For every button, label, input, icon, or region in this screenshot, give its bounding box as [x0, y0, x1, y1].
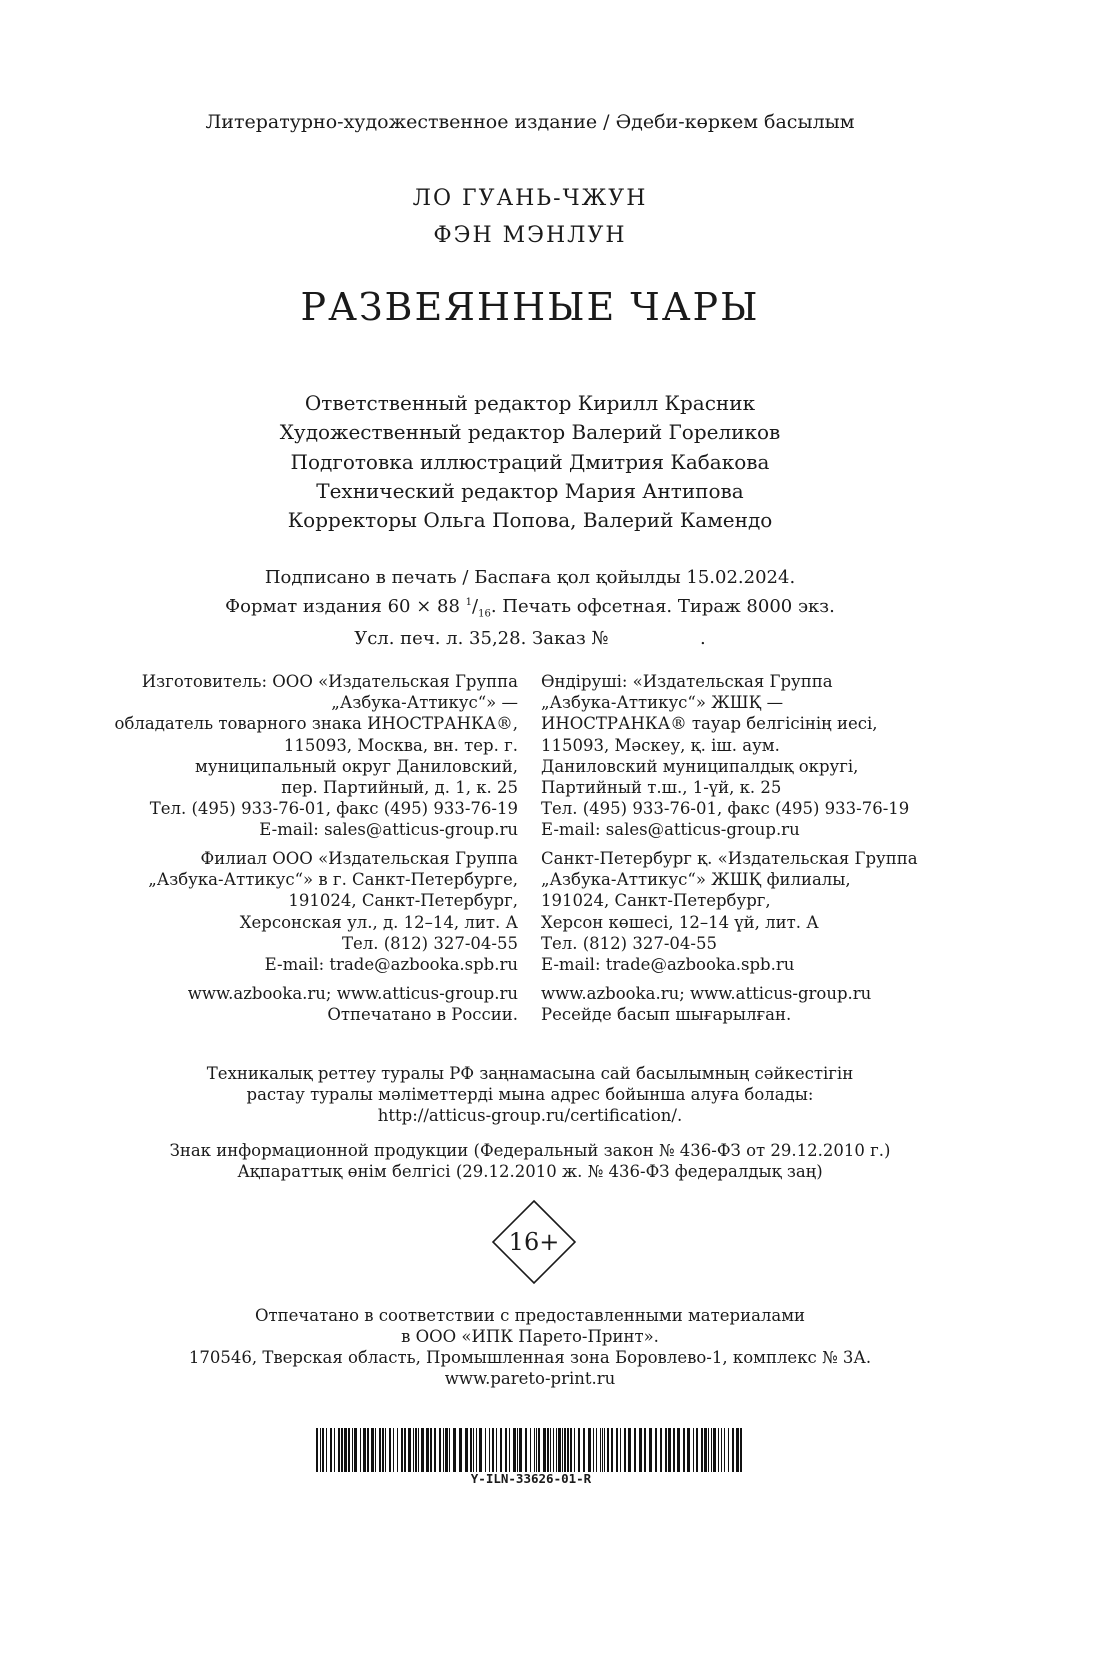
- barcode-bar: [711, 1428, 712, 1472]
- barcode-bar: [320, 1428, 321, 1472]
- barcode-bar: [728, 1428, 729, 1472]
- manufacturer-ru: Изготовитель: ООО «Издательская Группа „Азбука-Аттикус“» — обладатель товарного знака ИНОСТРАНКА®, 115093, Москва, вн. тер. г. муниципальный округ Даниловский, пер. Партийный, д. 1, к. 25 Тел. (495) 933-76-01, факс (495) 933-76-19 E-mail: sales@atticus-group.ru: [114, 672, 518, 840]
- barcode-bar: [665, 1428, 667, 1472]
- signed-date: Подписано в печать / Баспаға қол қойылды 15.02.2024.: [264, 567, 796, 588]
- printer-info: Отпечатано в соответствии с предоставленными материалами в ООО «ИПК Парето-Принт». 170546, Тверская область, Промышленная зона Боровлево-1, комплекс № 3А. www.pareto-print.ru: [188, 1306, 872, 1388]
- barcode-bar: [509, 1428, 510, 1472]
- barcode-bar: [445, 1428, 448, 1472]
- barcode-bar: [701, 1428, 703, 1472]
- barcode-bar: [668, 1428, 671, 1472]
- barcode-bar: [453, 1428, 456, 1472]
- barcode-bar: [556, 1428, 557, 1472]
- barcode-bar: [693, 1428, 694, 1472]
- print-sheets: Усл. печ. л. 35,28. Заказ № .: [354, 627, 706, 649]
- branch-ru: Филиал ООО «Издательская Группа „Азбука-Аттикус“» в г. Санкт-Петербурге, 191024, Санкт-Петербург, Херсонская ул., д. 12–14, лит. А Тел. (812) 327-04-55 E-mail: trade@azbooka.spb.ru: [148, 849, 518, 975]
- certification-note: Техникалық реттеу туралы РФ заңнамасына сай басылымның сәйкестігін растау туралы мәліметтерді мына адрес бойынша алуға болады: http://atticus-group.ru/certification/.: [206, 1064, 854, 1125]
- barcode-bar: [600, 1428, 601, 1472]
- barcode-bar: [430, 1428, 432, 1472]
- staff-line: Технический редактор Мария Антипова: [316, 478, 744, 503]
- barcode-bar: [500, 1428, 502, 1472]
- barcode-bar: [553, 1428, 554, 1472]
- barcode-bar: [322, 1428, 324, 1472]
- branch-kz: Санкт-Петербург қ. «Издательская Группа „Азбука-Аттикус“» ЖШҚ филиалы, 191024, Санкт-Петербург, Херсон көшесі, 12–14 үй, лит. А Тел. (812) 327-04-55 E-mail: trade@azbooka.spb.ru: [541, 849, 918, 975]
- barcode-bar: [434, 1428, 436, 1472]
- barcode-bar: [620, 1428, 621, 1472]
- barcode-bar: [607, 1428, 609, 1472]
- book-title: РАЗВЕЯННЫЕ ЧАРЫ: [300, 285, 760, 329]
- barcode-bar: [538, 1428, 540, 1472]
- barcode-bar: [634, 1428, 636, 1472]
- barcode-bar: [570, 1428, 572, 1472]
- author-2: ФЭН МЭНЛУН: [433, 223, 627, 248]
- barcode-bar: [655, 1428, 657, 1472]
- barcode-bar: [316, 1428, 318, 1472]
- barcode-bar: [397, 1428, 398, 1472]
- barcode-bar: [348, 1428, 350, 1472]
- barcode-bar: [696, 1428, 698, 1472]
- barcode-bar: [543, 1428, 546, 1472]
- barcode-bar: [513, 1428, 516, 1472]
- barcode-bar: [382, 1428, 384, 1472]
- barcode-bar: [415, 1428, 417, 1472]
- print-info: [0, 566, 1060, 651]
- barcode-bar: [517, 1428, 518, 1472]
- barcode-bar: [492, 1428, 494, 1472]
- barcode-bar: [505, 1428, 507, 1472]
- barcode-bar: [718, 1428, 719, 1472]
- manufacturer-kz: Өндіруші: «Издательская Группа „Азбука-Аттикус“» ЖШҚ — ИНОСТРАНКА® тауар белгісінің иесі, 115093, Мәскеу, қ. іш. аум. Даниловский муниципалдық округі, Партийный т.ш., 1-үй, к. 25 Тел. (495) 933-76-01, факс (495) 933-76-19 E-mail: sales@atticus-group.ru: [541, 672, 910, 840]
- barcode-bar: [677, 1428, 680, 1472]
- barcode-bar: [616, 1428, 618, 1472]
- barcode-bar: [547, 1428, 549, 1472]
- barcode-bar: [459, 1428, 462, 1472]
- barcode-bar: [476, 1428, 477, 1472]
- barcode-bar: [426, 1428, 429, 1472]
- barcode-bar: [639, 1428, 642, 1472]
- staff-line: Ответственный редактор Кирилл Красник: [304, 391, 756, 415]
- barcode-bar: [713, 1428, 716, 1472]
- web-ru: www.azbooka.ru; www.atticus-group.ru Отпечатано в России.: [187, 984, 518, 1025]
- barcode-bar: [583, 1428, 585, 1472]
- edition-type: Литературно-художественное издание / Әдеби-көркем басылым: [205, 111, 855, 133]
- barcode-bar: [379, 1428, 381, 1472]
- barcode-bar: [443, 1428, 444, 1472]
- barcode-bar: [393, 1428, 394, 1472]
- barcode-bar: [602, 1428, 603, 1472]
- staff-line: Подготовка иллюстраций Дмитрия Кабакова: [290, 449, 770, 474]
- barcode-bar: [683, 1428, 685, 1472]
- format-line: Формат издания 60 × 88 $^1/_{16}$. Печать офсетная. Тираж 8000 экз.: [225, 595, 835, 620]
- barcode-bar: [421, 1428, 424, 1472]
- barcode-bar: [439, 1428, 441, 1472]
- barcode-bar: [418, 1428, 419, 1472]
- barcode-bar: [354, 1428, 357, 1472]
- staff-line: Корректоры Ольга Попова, Валерий Камендо: [287, 508, 773, 533]
- barcode-bar: [352, 1428, 353, 1472]
- barcode-bar: [519, 1428, 522, 1472]
- barcode-bar: [470, 1428, 472, 1472]
- barcode-bar: [611, 1428, 613, 1472]
- age-rating: 16+: [508, 1228, 560, 1256]
- barcode-bar: [724, 1428, 725, 1472]
- barcode-bar: [341, 1428, 343, 1472]
- barcode-bar: [558, 1428, 561, 1472]
- barcode-bar: [550, 1428, 551, 1472]
- barcode-bar: [732, 1428, 734, 1472]
- barcode-bar: [408, 1428, 411, 1472]
- barcode-bar: [704, 1428, 707, 1472]
- author-1: ЛО ГУАНЬ-ЧЖУН: [412, 186, 648, 211]
- barcode-bar: [562, 1428, 563, 1472]
- barcode-bar: [736, 1428, 739, 1472]
- barcode-bar: [404, 1428, 406, 1472]
- staff-line: Художественный редактор Валерий Гореликов: [279, 420, 781, 445]
- info-sign-note: Знак информационной продукции (Федеральный закон № 436-ФЗ от 29.12.2010 г.) Ақпараттық өнім белгісі (29.12.2010 ж. № 436-ФЗ федералдық заң): [169, 1141, 891, 1181]
- barcode-bar: [375, 1428, 376, 1472]
- barcode-bar: [578, 1428, 580, 1472]
- barcode-bar: [624, 1428, 626, 1472]
- web-kz: www.azbooka.ru; www.atticus-group.ru Ресейде басып шығарылған.: [541, 984, 872, 1025]
- barcode-bar: [588, 1428, 591, 1472]
- barcode-bar: [593, 1428, 594, 1472]
- barcode-bar: [479, 1428, 482, 1472]
- barcode-bar: [687, 1428, 690, 1472]
- barcode-bar: [673, 1428, 675, 1472]
- barcode-bar: [489, 1428, 490, 1472]
- barcode-bar: [530, 1428, 531, 1472]
- barcode-bar: [367, 1428, 369, 1472]
- barcode-bar: [338, 1428, 340, 1472]
- barcode-bar: [485, 1428, 486, 1472]
- barcode-bar: [740, 1428, 742, 1472]
- barcode-bar: [389, 1428, 391, 1472]
- barcode-bar: [413, 1428, 414, 1472]
- barcode-bar: [536, 1428, 537, 1472]
- barcode-bar: [330, 1428, 332, 1472]
- staff-list: [0, 389, 1060, 535]
- barcode-bar: [628, 1428, 631, 1472]
- barcode-bar: [344, 1428, 347, 1472]
- barcode-bar: [473, 1428, 474, 1472]
- barcode-bar: [604, 1428, 605, 1472]
- barcode: [316, 1428, 746, 1472]
- barcode-bar: [534, 1428, 535, 1472]
- barcode-bar: [360, 1428, 361, 1472]
- barcode-bar: [574, 1428, 575, 1472]
- barcode-bar: [401, 1428, 403, 1472]
- barcode-bar: [721, 1428, 722, 1472]
- barcode-bar: [496, 1428, 497, 1472]
- barcode-bar: [371, 1428, 374, 1472]
- barcode-bar: [567, 1428, 569, 1472]
- barcode-bar: [449, 1428, 450, 1472]
- barcode-bar: [334, 1428, 335, 1472]
- barcode-bar: [525, 1428, 527, 1472]
- barcode-bar: [660, 1428, 662, 1472]
- barcode-bar: [649, 1428, 652, 1472]
- barcode-bar: [564, 1428, 566, 1472]
- barcode-text: Y-ILN-33626-01-R: [470, 1471, 592, 1486]
- barcode-bar: [644, 1428, 646, 1472]
- barcode-bar: [363, 1428, 366, 1472]
- barcode-bar: [708, 1428, 709, 1472]
- barcode-bar: [385, 1428, 386, 1472]
- barcode-bar: [596, 1428, 597, 1472]
- barcode-bar: [326, 1428, 327, 1472]
- barcode-bar: [465, 1428, 468, 1472]
